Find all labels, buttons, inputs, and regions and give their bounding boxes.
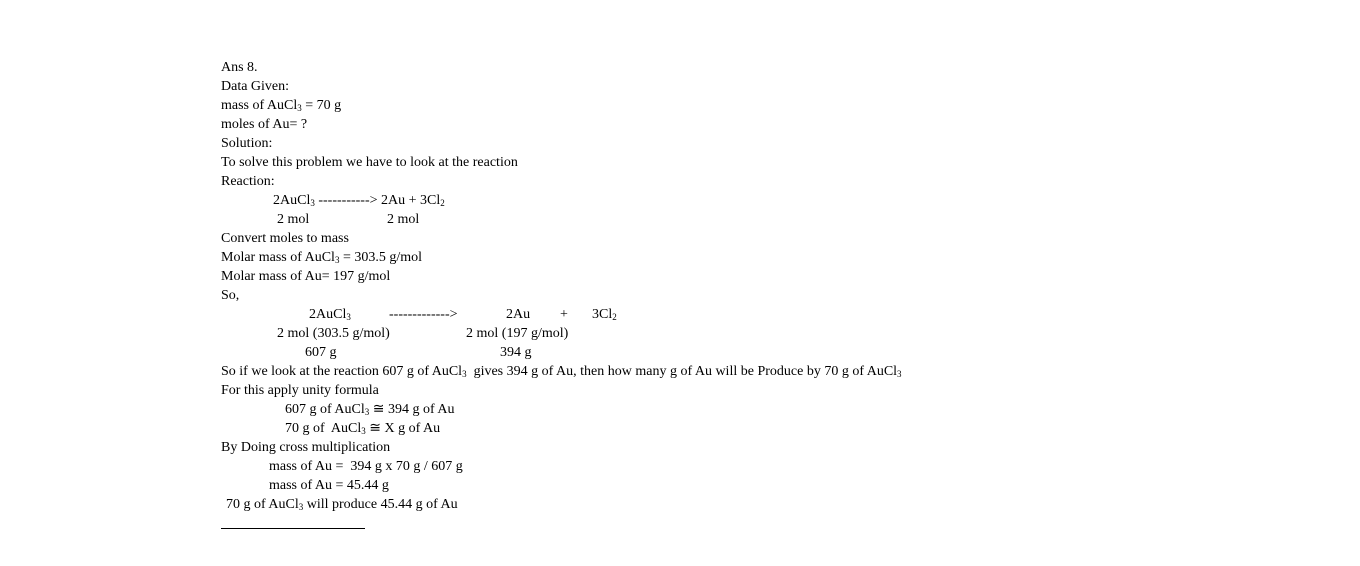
- end-rule-divider: [221, 528, 365, 529]
- answer-heading: Ans 8.: [221, 60, 258, 75]
- to-solve-line: To solve this problem we have to look at the reaction: [221, 155, 518, 170]
- eq2-mol-right: 2 mol (197 g/mol): [466, 326, 569, 341]
- molar-mass-aucl3-line: Molar mass of AuCl$_3$ = 303.5 g/mol: [221, 250, 423, 265]
- solution-label: Solution:: [221, 136, 273, 151]
- eq2-cl2: $3Cl_2$: [592, 307, 617, 322]
- eq1-mol-right: 2 mol: [387, 212, 420, 227]
- eq2-mass-left: 607 g: [305, 345, 337, 360]
- unity-line-2: 70 g of AuCl$_3$ ≅ X g of Au: [285, 421, 441, 436]
- eq2-mol-left: 2 mol (303.5 g/mol): [277, 326, 390, 341]
- reaction-equation-1: 2AuCl$_3$ -----------> $2Au + 3Cl_2$: [273, 193, 445, 208]
- eq2-mass-right: 394 g: [500, 345, 532, 360]
- moles-au-line: moles of Au= ?: [221, 117, 308, 132]
- eq1-mol-left: 2 mol: [277, 212, 310, 227]
- eq2-arrow: ------------->: [389, 307, 458, 322]
- calc-line-1: mass of Au = 394 g x 70 g / 607 g: [269, 459, 463, 474]
- so-if-line: So if we look at the reaction 607 g of AuCl$_3$ gives 394 g of Au, then how many g of Au will be Produce by 70 g of AuCl$_3$: [221, 364, 902, 379]
- data-given-label: Data Given:: [221, 79, 290, 94]
- eq2-au: 2Au: [506, 307, 531, 322]
- eq2-aucl3: 2AuCl$_3$: [309, 307, 351, 322]
- reaction-label: Reaction:: [221, 174, 275, 189]
- unity-line-1: 607 g of AuCl$_3$ ≅ 394 g of Au: [285, 402, 455, 417]
- for-this-line: For this apply unity formula: [221, 383, 379, 398]
- cross-multiplication-line: By Doing cross multiplication: [221, 440, 391, 455]
- eq2-plus: +: [560, 307, 568, 322]
- convert-line: Convert moles to mass: [221, 231, 349, 246]
- calc-line-2: mass of Au = 45.44 g: [269, 478, 389, 493]
- mass-aucl3-line: mass of AuCl$_3$ = 70 g: [221, 98, 342, 113]
- so-label: So,: [221, 288, 240, 303]
- final-answer-line: 70 g of AuCl$_3$ will produce 45.44 g of Au: [226, 497, 458, 512]
- molar-mass-au-line: Molar mass of Au= 197 g/mol: [221, 269, 391, 284]
